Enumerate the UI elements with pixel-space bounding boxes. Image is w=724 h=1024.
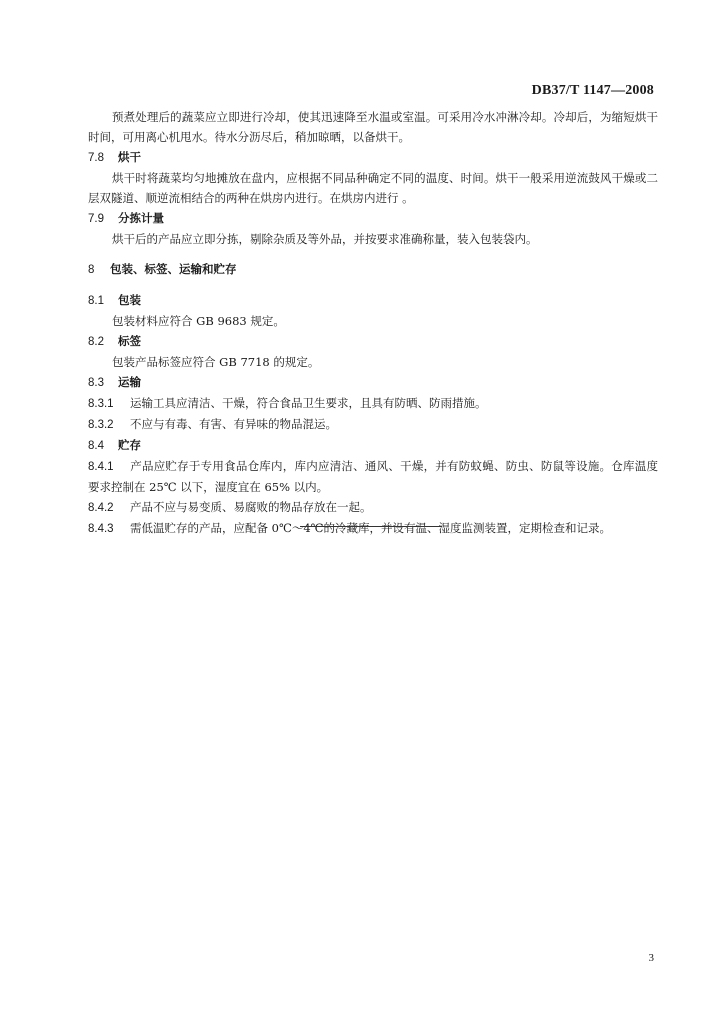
section-number: 8.4	[88, 440, 104, 452]
end-rule-divider	[300, 526, 442, 527]
paragraph-label: 包装产品标签应符合 GB 7718 的规定。	[112, 355, 320, 369]
section-number: 8	[88, 264, 95, 276]
section-title: 分拣计量	[118, 211, 164, 225]
clause-text: 不应与有毒、有害、有异味的物品混运。	[130, 417, 337, 431]
clause-text: 需低温贮存的产品，应配备 0℃～4℃的冷藏库，并设有温、湿度监测装置，定期检查和记录。	[130, 521, 612, 535]
clause-8-3-1	[88, 393, 658, 414]
section-number: 8.3	[88, 377, 104, 389]
section-8-2-heading	[88, 331, 658, 352]
section-number: 7.9	[88, 213, 104, 225]
section-8-heading	[88, 259, 658, 280]
section-title: 烘干	[118, 150, 141, 164]
section-7-9-heading	[88, 208, 658, 229]
paragraph-packaging: 包装材料应符合 GB 9683 规定。	[112, 314, 285, 328]
section-title: 标签	[118, 334, 141, 348]
section-8-4-heading	[88, 435, 658, 456]
clause-8-4-2	[88, 497, 658, 518]
document-code: DB37/T 1147—2008	[531, 83, 654, 98]
section-number: 8.1	[88, 295, 104, 307]
paragraph-drying: 烘干时将蔬菜均匀地摊放在盘内，应根据不同品种确定不同的温度、时间。烘干一般采用逆流鼓风干燥或二层双隧道、顺逆流相结合的两种在烘房内进行。在烘房内进行 。	[88, 171, 658, 205]
clause-8-3-2	[88, 414, 658, 435]
clause-number: 8.4.3	[88, 523, 114, 535]
paragraph-cooling: 预煮处理后的蔬菜应立即进行冷却，使其迅速降至水温或室温。可采用冷水冲淋冷却。冷却后，为缩短烘干时间，可用离心机甩水。待水分沥尽后，稍加晾晒，以备烘干。	[88, 110, 658, 144]
section-title: 贮存	[118, 438, 141, 452]
section-title: 包装	[118, 293, 141, 307]
paragraph-sorting: 烘干后的产品应立即分拣，剔除杂质及等外品，并按要求准确称量，装入包装袋内。	[112, 232, 538, 246]
section-title: 运输	[118, 375, 141, 389]
section-number: 7.8	[88, 152, 104, 164]
page-number: 3	[648, 952, 654, 964]
section-number: 8.2	[88, 336, 104, 348]
section-8-3-heading	[88, 372, 658, 393]
clause-text: 产品应贮存于专用食品仓库内，库内应清洁、通风、干燥，并有防蚊蝇、防虫、防鼠等设施。仓库温度要求控制在 25℃ 以下，湿度宜在 65% 以内。	[88, 459, 658, 494]
clause-8-4-3	[88, 518, 658, 539]
clause-number: 8.3.1	[88, 398, 114, 410]
clause-number: 8.4.2	[88, 502, 114, 514]
clause-text: 产品不应与易变质、易腐败的物品存放在一起。	[130, 500, 372, 514]
clause-text: 运输工具应清洁、干燥，符合食品卫生要求，且具有防晒、防雨措施。	[130, 396, 487, 410]
clause-8-4-1	[88, 456, 658, 497]
section-title: 包装、标签、运输和贮存	[110, 262, 237, 276]
document-body	[88, 107, 658, 539]
section-8-1-heading	[88, 290, 658, 311]
clause-number: 8.3.2	[88, 419, 114, 431]
section-7-8-heading	[88, 147, 658, 168]
clause-number: 8.4.1	[88, 461, 114, 473]
